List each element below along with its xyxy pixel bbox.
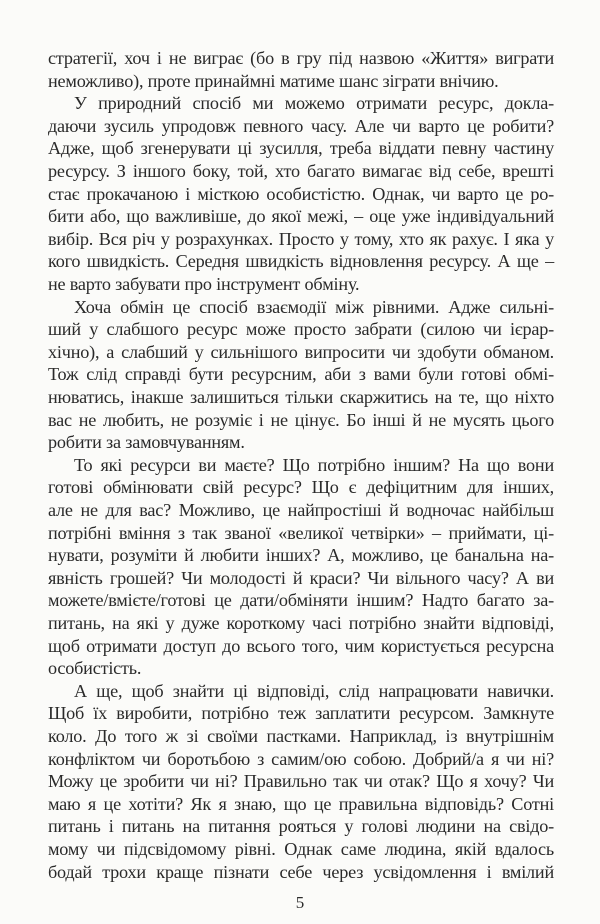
text-line: даючи зусиль упродовж певного часу. Але чи варто це робити? (48, 115, 554, 136)
text-line: То які ресурси ви маєте? Що потрібно іншим? На що вони (74, 454, 554, 475)
text-line: готові обмінювати свій ресурс? Що є дефіцитним для інших, (48, 477, 554, 498)
text-line: бодай трохи краще пізнати себе через усвідомлення і вмілий (48, 861, 554, 882)
text-line: бити або, що важливіше, до якої межі, – оце уже індивідуальний (48, 206, 554, 227)
text-line: стає прокачаною і місткою особистістю. Однак, чи варто це ро- (48, 183, 554, 204)
text-line: неможливо), проте принаймні матиме шанс зіграти внічию. (48, 70, 499, 91)
text-line: мому чи підсвідомому рівні. Однак саме людина, якій вдалось (48, 839, 554, 859)
text-line: У природний спосіб ми можемо отримати ресурс, докла- (74, 93, 554, 114)
text-line: маю я це хотіти? Як я знаю, що це правильна відповідь? Сотні (48, 793, 554, 814)
text-line: робити за замовчуванням. (48, 432, 245, 453)
text-line: ресурсу. З іншого боку, той, хто багато вимагає від себе, врешті (48, 161, 554, 181)
text-line: Щоб їх виробити, потрібно теж заплатити ресурсом. Замкнуте (48, 703, 554, 724)
text-line: але не для вас? Можливо, це найпростіші й водночас найбільш (48, 500, 554, 520)
text-line: не варто забувати про інструмент обміну. (48, 274, 360, 294)
text-line: Тож слід справді бути ресурсним, аби з вами були готові обмі- (48, 364, 554, 385)
text-line: стратегії, хоч і не виграє (бо в гру під назвою «Життя» виграти (48, 48, 554, 68)
text-line: Можу це зробити чи ні? Правильно так чи отак? Що я хочу? Чи (48, 771, 554, 792)
text-line: питань і питань на питання рояться у голові людини на свідо- (48, 816, 554, 837)
text-line: потрібні вміння з так званої «великої четвірки» – приймати, ці- (48, 522, 554, 543)
page-number: 5 (295, 893, 305, 912)
text-line: нувати, розуміти й любити інших? А, можливо, це банальна на- (48, 545, 554, 566)
text-line: хічно), а слабший у сильнішого випросити чи здобути обманом. (48, 341, 554, 362)
text-line: питань, на які у дуже короткому часі потрібно знайти відповіді, (48, 613, 554, 633)
text-line: вас не любить, не розуміє і не цінує. Бо інші й не мусять цього (48, 409, 554, 430)
text-line: кого швидкість. Середня швидкість відновлення ресурсу. А ще – (48, 251, 554, 272)
text-line: вибір. Вся річ у розрахунках. Просто у тому, хто як рахує. І яка у (48, 228, 554, 249)
text-line: явність грошей? Чи молодості й краси? Чи вільного часу? А ви (48, 567, 554, 588)
text-line: можете/вмієте/готові це дати/обміняти іншим? Надто багато за- (48, 590, 554, 611)
text-line: Хоча обмін це спосіб взаємодії між рівними. Адже сильні- (74, 296, 554, 317)
text-line: щоб отримати доступ до всього того, чим користується ресурсна (48, 635, 554, 656)
text-line: Адже, щоб згенерувати ці зусилля, треба віддати певну частину (48, 138, 554, 159)
text-line: А ще, щоб знайти ці відповіді, слід напрацювати навички. (74, 680, 554, 701)
text-line: коло. До того ж зі своїми пастками. Наприклад, із внутрішнім (48, 726, 554, 746)
text-line: конфліктом чи боротьбою з самим/ою собою. Добрий/а я чи ні? (48, 748, 554, 769)
text-line: ший у слабшого ресурс може просто забрати (силою чи ієрар- (48, 319, 554, 340)
text-line: особистість. (48, 658, 142, 679)
text-line: нюватись, інакше залишиться тільки скаржитись на те, що ніхто (48, 387, 554, 407)
